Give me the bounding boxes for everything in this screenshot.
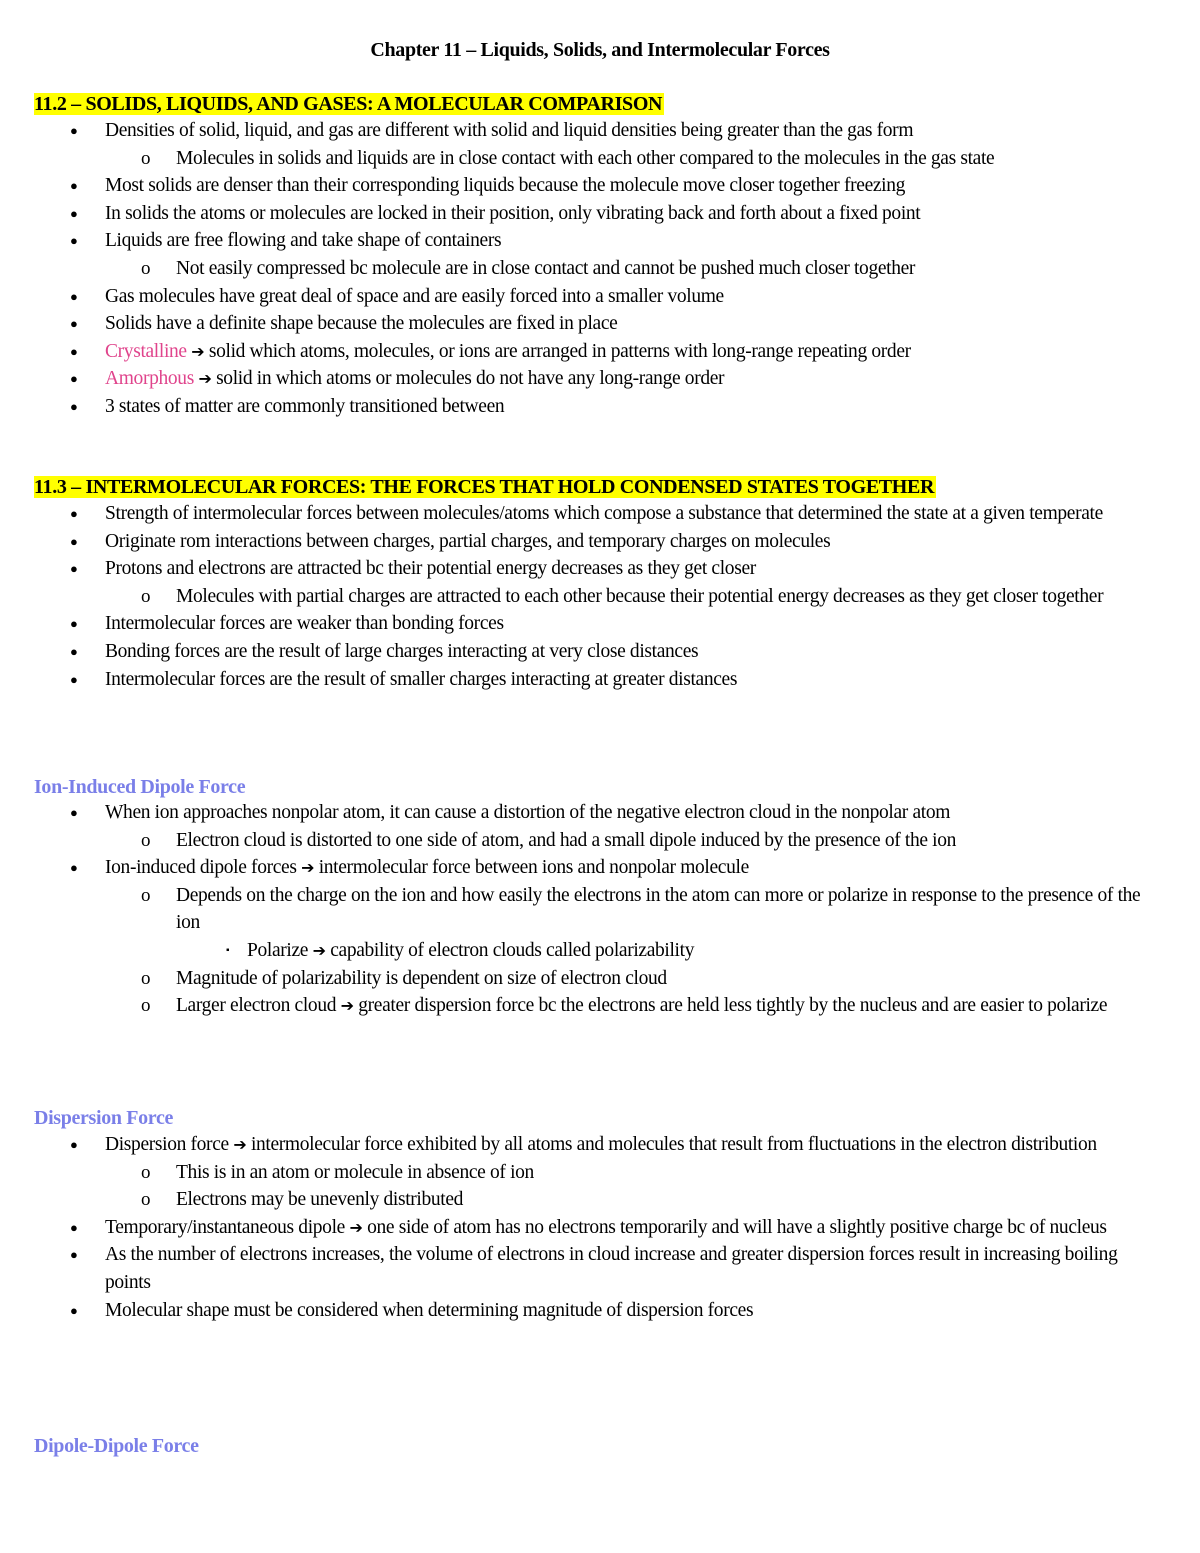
bullet-icon: ●	[70, 343, 78, 359]
sub-bullet-icon: o	[141, 147, 151, 169]
sub-bullet-icon: o	[141, 1161, 151, 1183]
bullet-icon: ●	[70, 123, 78, 138]
sub-bullet-icon: o	[141, 585, 151, 607]
list-item: ● Intermolecular forces are weaker than bonding forces	[0, 610, 1200, 638]
list-item: ● Densities of solid, liquid, and gas are different with solid and liquid densities being greater than the gas form	[0, 117, 1200, 145]
bullet-icon: ●	[70, 1137, 78, 1152]
bullet-icon: ●	[70, 371, 78, 387]
list-item: ● Amorphous ➔ solid in which atoms or molecules do not have any long-range order	[0, 365, 1200, 393]
bullet-icon: ●	[70, 860, 78, 876]
bullet-icon: ●	[70, 506, 78, 521]
right-arrow-icon: ➔	[312, 940, 326, 960]
list-item: o Molecules in solids and liquids are in close contact with each other compared to the molecules in the gas state	[0, 145, 1200, 173]
term-crystalline: Crystalline	[105, 340, 187, 362]
list-item: ● Crystalline ➔ solid which atoms, molecules, or ions are arranged in patterns with long-range repeating order	[0, 338, 1200, 366]
list-item: ● In solids the atoms or molecules are locked in their position, only vibrating back and forth about a fixed point	[0, 200, 1200, 228]
page-title: Chapter 11 – Liquids, Solids, and Intermolecular Forces	[370, 39, 830, 61]
list-item: o Electrons may be unevenly distributed	[0, 1186, 1200, 1214]
bullet-icon: ●	[70, 533, 78, 549]
bullet-icon: ●	[70, 316, 78, 332]
right-arrow-icon: ➔	[198, 369, 212, 389]
list-item: o Magnitude of polarizability is dependent on size of electron cloud	[0, 965, 1200, 993]
right-arrow-icon: ➔	[340, 996, 354, 1016]
list-item: ● Solids have a definite shape because the molecules are fixed in place	[0, 310, 1200, 338]
section-heading-ion-induced-dipole: Ion-Induced Dipole Force	[34, 776, 246, 798]
list-item: ● Bonding forces are the result of large charges interacting at very close distances	[0, 638, 1200, 666]
list-item: o Not easily compressed bc molecule are in close contact and cannot be pushed much closer together	[0, 255, 1200, 283]
list-item: ● 3 states of matter are commonly transitioned between	[0, 393, 1200, 421]
section-11-3-list	[0, 500, 1200, 693]
bullet-icon: ●	[70, 643, 78, 659]
square-bullet-icon: ▪	[226, 944, 230, 956]
sub-bullet-icon: o	[141, 829, 151, 851]
bullet-icon: ●	[70, 805, 78, 820]
list-item: o Electron cloud is distorted to one side of atom, and had a small dipole induced by the presence of the ion	[0, 827, 1200, 855]
section-heading-11-2: 11.2 – SOLIDS, LIQUIDS, AND GASES: A MOLECULAR COMPARISON	[34, 93, 663, 115]
bullet-icon: ●	[70, 671, 78, 687]
sub-bullet-icon: o	[141, 884, 151, 906]
right-arrow-icon: ➔	[233, 1135, 247, 1154]
list-item: ▪ Polarize ➔ capability of electron clouds called polarizability	[0, 937, 1200, 965]
section-heading-dispersion: Dispersion Force	[34, 1107, 174, 1129]
bullet-icon: ●	[70, 178, 78, 194]
bullet-icon: ●	[70, 561, 78, 577]
dispersion-list	[0, 1131, 1200, 1324]
right-arrow-icon: ➔	[191, 341, 205, 361]
bullet-icon: ●	[70, 205, 78, 221]
list-item: ● Originate rom interactions between charges, partial charges, and temporary charges on molecules	[0, 528, 1200, 556]
list-item: o Molecules with partial charges are attracted to each other because their potential energy decreases as they get closer together	[0, 583, 1200, 611]
bullet-icon: ●	[70, 1302, 78, 1318]
term-amorphous: Amorphous	[105, 368, 194, 390]
list-item: ● Dispersion force ➔ intermolecular force exhibited by all atoms and molecules that result from fluctuations in the electron distribution	[0, 1131, 1200, 1159]
ion-induced-dipole-list	[0, 799, 1200, 1020]
sub-bullet-icon: o	[141, 995, 151, 1017]
bullet-icon: ●	[70, 616, 78, 632]
section-11-2-list	[0, 117, 1200, 421]
right-arrow-icon: ➔	[301, 858, 315, 878]
sub-bullet-icon: o	[141, 257, 151, 279]
bullet-icon: ●	[70, 1247, 78, 1263]
list-item: ● Temporary/instantaneous dipole ➔ one side of atom has no electrons temporarily and will have a slightly positive charge bc of nucleus	[0, 1214, 1200, 1242]
right-arrow-icon: ➔	[349, 1217, 363, 1237]
list-item: ● Most solids are denser than their corresponding liquids because the molecule move closer together freezing	[0, 172, 1200, 200]
bullet-icon: ●	[70, 398, 78, 414]
section-heading-11-3: 11.3 – INTERMOLECULAR FORCES: THE FORCES THAT HOLD CONDENSED STATES TOGETHER	[34, 476, 935, 498]
list-item: o This is in an atom or molecule in absence of ion	[0, 1159, 1200, 1187]
bullet-icon: ●	[70, 288, 78, 304]
list-item: o Larger electron cloud ➔ greater dispersion force bc the electrons are held less tightly by the nucleus and are easier to polarize	[0, 992, 1200, 1020]
list-item: o Depends on the charge on the ion and how easily the electrons in the atom can more or polarize in response to the presence of the ion	[0, 882, 1200, 937]
list-item: ● As the number of electrons increases, the volume of electrons in cloud increase and greater dispersion forces result in increasing boiling points	[0, 1241, 1200, 1296]
list-item: ● Protons and electrons are attracted bc their potential energy decreases as they get closer	[0, 555, 1200, 583]
bullet-icon: ●	[70, 233, 78, 249]
list-item: ● Intermolecular forces are the result of smaller charges interacting at greater distances	[0, 666, 1200, 694]
list-item: ● Gas molecules have great deal of space and are easily forced into a smaller volume	[0, 283, 1200, 311]
list-item: ● Ion-induced dipole forces ➔ intermolecular force between ions and nonpolar molecule	[0, 854, 1200, 882]
list-item: ● Liquids are free flowing and take shape of containers	[0, 227, 1200, 255]
sub-bullet-icon: o	[141, 967, 151, 989]
list-item: ● When ion approaches nonpolar atom, it can cause a distortion of the negative electron cloud in the nonpolar atom	[0, 799, 1200, 827]
section-heading-dipole-dipole: Dipole-Dipole Force	[34, 1435, 199, 1457]
list-item: ● Strength of intermolecular forces between molecules/atoms which compose a substance that determined the state at a given temperate	[0, 500, 1200, 528]
list-item: ● Molecular shape must be considered when determining magnitude of dispersion forces	[0, 1297, 1200, 1325]
sub-bullet-icon: o	[141, 1189, 151, 1211]
bullet-icon: ●	[70, 1219, 78, 1235]
